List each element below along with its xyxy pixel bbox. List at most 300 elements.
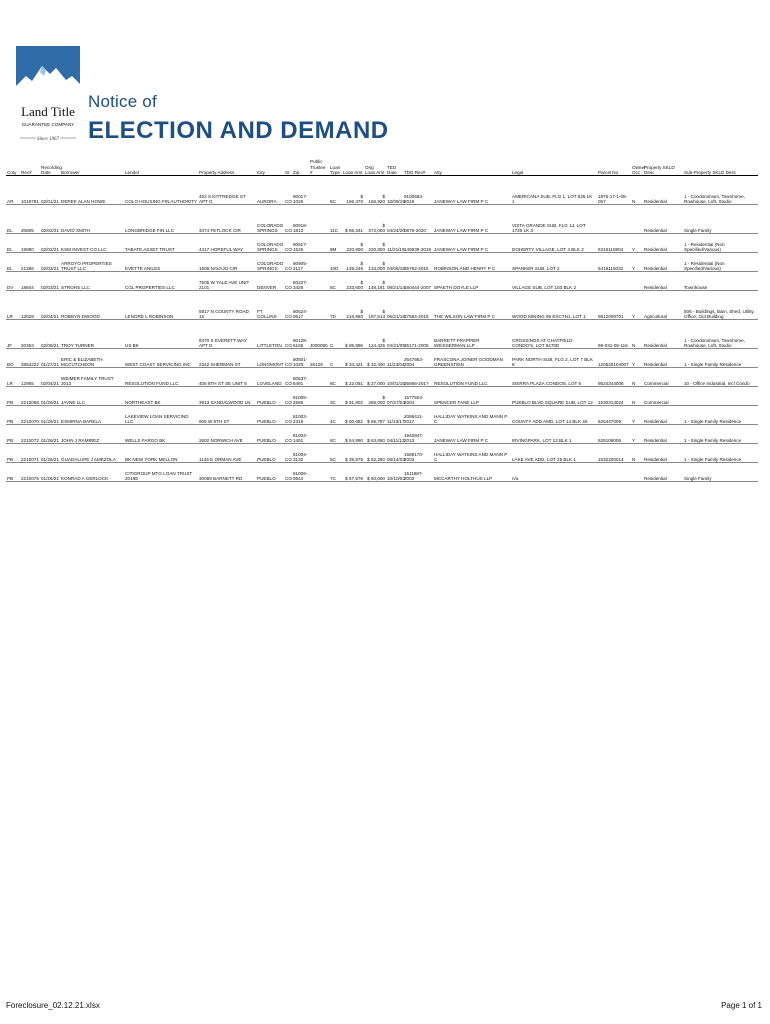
- cell-borrower: JOHN J RAMIREZ: [60, 425, 124, 444]
- column-header-cnty: Cnty: [6, 157, 20, 176]
- cell-zip: 80917-1526: [292, 234, 309, 253]
- table-row: [6, 349, 758, 368]
- cell-lender: CGL PROPERTIES LLC: [124, 272, 198, 291]
- cell-date: 02/03/21: [40, 272, 60, 291]
- cell-addr: 4417 HOPEFUL WAY: [198, 234, 256, 253]
- cell-amt: $ 39,879: [342, 444, 364, 463]
- cell-rec: 12965: [20, 368, 40, 387]
- cell-legal: VILLAGE SUB, LOT 103 BLK 2: [511, 272, 597, 291]
- cell-legal: VISTA GRANDE SUB, FLG 14, LOT 1726 LK 3: [511, 205, 597, 234]
- cell-amt: $ 60,682: [342, 406, 364, 425]
- notice-label: Notice of: [88, 92, 157, 111]
- cell-skld: Residential: [643, 176, 683, 205]
- cell-atty: BARRETT FRAPPIER WEISSERMAN LLP: [433, 320, 511, 349]
- cell-legal: n/a: [511, 463, 597, 482]
- cell-orig: $ 265,000: [364, 387, 386, 406]
- cell-cnty: EL: [6, 205, 20, 234]
- cell-borrower: JAVNE LLC: [60, 387, 124, 406]
- page-title: ELECTION AND DEMAND: [88, 117, 389, 144]
- table-row: [6, 234, 758, 253]
- cell-rec: 19880: [20, 234, 40, 253]
- cell-legal: IRVINGPARK, LOT 13 BLK 1: [511, 425, 597, 444]
- column-header-occ: Owner Occ: [631, 157, 643, 176]
- cell-borrower: STROHS LLC: [60, 272, 124, 291]
- cell-type: 5C: [329, 176, 342, 205]
- cell-type: 11C: [329, 205, 342, 234]
- cell-lender: RESOLUTION FUND LLC: [124, 368, 198, 387]
- cell-orig: $ 32,400: [364, 349, 386, 368]
- cell-occ: Y: [631, 349, 643, 368]
- cell-zip: 81006-9544: [292, 463, 309, 482]
- column-header-borrower: Borrower: [60, 157, 124, 176]
- cell-rec: 18844: [20, 272, 40, 291]
- cell-city: LOVELAND: [256, 368, 284, 387]
- cell-skld: Residential: [643, 444, 683, 463]
- cell-skld: Commercial: [643, 387, 683, 406]
- cell-date: 01/26/21: [40, 463, 60, 482]
- column-header-legal: Legal: [511, 157, 597, 176]
- cell-lender: LONGBRIDGE FIN LLC: [124, 205, 198, 234]
- cell-rec: 2210072: [20, 425, 40, 444]
- column-header-lender: Lender: [124, 157, 198, 176]
- cell-parcel: 6419115032: [597, 253, 631, 272]
- cell-borrower: ERIC & ELIZABETH MCCUTCHEON: [60, 349, 124, 368]
- cell-addr: 2602 NORWICH AVE: [198, 425, 256, 444]
- cell-rec: 2210068: [20, 387, 40, 406]
- cell-zip: 80524-9517: [292, 291, 309, 320]
- cell-date: 01/26/21: [40, 444, 60, 463]
- cell-tdd: 37584-2018: [403, 291, 433, 320]
- cell-cnty: LR: [6, 291, 20, 320]
- cell-date: 01/27/21: [40, 349, 60, 368]
- cell-occ: Y: [631, 406, 643, 425]
- column-header-st: St: [284, 157, 292, 176]
- cell-date: 02/01/21: [40, 176, 60, 205]
- cell-st: CO: [284, 463, 292, 482]
- cell-addr: 453 S KITTREDGE ST APT G: [198, 176, 256, 205]
- cell-atty: MCCARTHY HOLTHUS LLP: [433, 463, 511, 482]
- cell-skld: Residential: [643, 234, 683, 253]
- cell-parcel: [597, 205, 631, 234]
- cell-amt: $ 166,470: [342, 176, 364, 205]
- cell-atty: JANEWAY LAW FIRM P C: [433, 234, 511, 253]
- cell-occ: [631, 463, 643, 482]
- cell-orig: $ 220,800: [364, 234, 386, 253]
- cell-orig: $ 372,000: [364, 205, 386, 234]
- cell-rec: 1019781: [20, 176, 40, 205]
- cell-legal: WOOD MINING 95 EXCTN1, LOT 1: [511, 291, 597, 320]
- cell-amt: $ 34,421: [342, 349, 364, 368]
- cell-ted: 10/01/16: [386, 368, 403, 387]
- cell-sub: 506 - Buildings, Barn, Shed, Utility, Office, Out Building: [683, 291, 758, 320]
- cell-date: 02/02/21: [40, 234, 60, 253]
- cell-ted: 11/23/04: [386, 349, 403, 368]
- cell-cnty: PB: [6, 387, 20, 406]
- cell-ted: 10/10/03: [386, 463, 403, 482]
- cell-lender: WELLS FARGO BK: [124, 425, 198, 444]
- cell-orig: $ 63,650: [364, 425, 386, 444]
- cell-city: PUEBLO: [256, 406, 284, 425]
- cell-sub: 1 - Single Family Residence: [683, 349, 758, 368]
- cell-orig: $ 124,425: [364, 320, 386, 349]
- cell-borrower: ROBBYN DWOOD: [60, 291, 124, 320]
- cell-rec: 20805: [20, 205, 40, 234]
- cell-st: CO: [284, 176, 292, 205]
- cell-ted: 04/11/13: [386, 425, 403, 444]
- cell-type: 9M: [329, 234, 342, 253]
- cell-city: COLORADO SPRINGS: [256, 234, 284, 253]
- cell-sub: 1 - Single Family Residence: [683, 444, 758, 463]
- cell-tdd: 2647953-2004: [403, 349, 433, 368]
- cell-tdd: 1577504-2004: [403, 387, 433, 406]
- cell-date: 02/08/21: [40, 320, 60, 349]
- cell-st: CO: [284, 406, 292, 425]
- cell-legal: SPANKER SUB, LOT 2: [511, 253, 597, 272]
- cell-city: PUEBLO: [256, 463, 284, 482]
- table-row: [6, 463, 758, 482]
- cell-st: CO: [284, 272, 292, 291]
- cell-skld: Residential: [643, 406, 683, 425]
- cell-lender: US BK: [124, 320, 198, 349]
- cell-pt: [309, 387, 329, 406]
- cell-tdd: 35171-2005: [403, 320, 433, 349]
- cell-cnty: BO: [6, 349, 20, 368]
- cell-zip: 81003-2319: [292, 406, 309, 425]
- cell-tdd: 9100683-2019: [403, 176, 433, 205]
- cell-addr: 3474 FETLOCK CIR: [198, 205, 256, 234]
- table-row: [6, 272, 758, 291]
- column-header-tdd: TDD Rec#: [403, 157, 433, 176]
- cell-parcel: 1530314024: [597, 387, 631, 406]
- cell-atty: RESOLUTION FUND LLC: [433, 368, 511, 387]
- cell-cnty: JF: [6, 320, 20, 349]
- cell-occ: N: [631, 368, 643, 387]
- cell-lender: WEST COAST SERVICING INC: [124, 349, 198, 368]
- cell-parcel: 6316110804: [597, 234, 631, 253]
- cell-type: C: [329, 349, 342, 368]
- cell-legal: PARK NORTH SUB, FLG 2, LOT 7 BLK 8: [511, 349, 597, 368]
- cell-lender: TABATE ASSET TRUST: [124, 234, 198, 253]
- cell-sub: 1 - Single Family Residence: [683, 406, 758, 425]
- cell-sub: [683, 387, 758, 406]
- cell-city: PUEBLO: [256, 444, 284, 463]
- cell-st: CO: [284, 253, 292, 272]
- cell-lender: LENORE L ROBINSON: [124, 291, 198, 320]
- cell-amt: $ 54,890: [342, 425, 364, 444]
- cell-skld: Residential: [643, 463, 683, 482]
- cell-atty: SPENCER FANE LLP: [433, 387, 511, 406]
- cell-date: 02/02/21: [40, 205, 60, 234]
- column-header-zip: Zip: [292, 157, 309, 176]
- cell-tdd: 0878-2020: [403, 205, 433, 234]
- cell-city: PUEBLO: [256, 425, 284, 444]
- cell-amt: $ 86,341: [342, 205, 364, 234]
- cell-tdd: 1511887-2003: [403, 463, 433, 482]
- table-row: [6, 425, 758, 444]
- cell-tdd: 25566-2017: [403, 368, 433, 387]
- cell-orig: $ 166,920: [364, 176, 386, 205]
- cell-tdd: 2088411-2017: [403, 406, 433, 425]
- cell-zip: 81005-2586: [292, 387, 309, 406]
- cell-zip: 80128-6168: [292, 320, 309, 349]
- cell-addr: 3913 SANDALWOOD LN: [198, 387, 256, 406]
- cell-date: 02/04/21: [40, 291, 60, 320]
- cell-legal: LAKE AVE ADD, LOT 25 BLK 1: [511, 444, 597, 463]
- column-header-rec: Rec#: [20, 157, 40, 176]
- cell-pt: [309, 272, 329, 291]
- cell-pt: [309, 463, 329, 482]
- cell-st: CO: [284, 387, 292, 406]
- column-header-ted: TED Date: [386, 157, 403, 176]
- cell-zip: 80537-6491: [292, 368, 309, 387]
- cell-pt: [309, 444, 329, 463]
- cell-rec: 2210075: [20, 463, 40, 482]
- cell-cnty: EL: [6, 234, 20, 253]
- cell-sub: 1 - Condominium, Townhome, Rowhouse, Loft, Studio: [683, 176, 758, 205]
- table-row: [6, 176, 758, 205]
- cell-borrower: ARROYO PROPERTIES TRUST LLC: [60, 253, 124, 272]
- cell-borrower: WEIMER FAMILY TRUST 2013: [60, 368, 124, 387]
- cell-amt: $ 139,246: [342, 253, 364, 272]
- cell-date: 01/26/21: [40, 406, 60, 425]
- cell-pt: [309, 425, 329, 444]
- cell-borrower: GUADALUPE J AMEZOLA: [60, 444, 124, 463]
- cell-rec: 3854222: [20, 349, 40, 368]
- cell-parcel: [597, 272, 631, 291]
- cell-occ: N: [631, 444, 643, 463]
- land-title-logo: [14, 46, 82, 154]
- cell-addr: 605 W 8TH ST: [198, 406, 256, 425]
- cell-pt: [309, 406, 329, 425]
- cell-zip: 80501-1020: [292, 349, 309, 368]
- cell-addr: 7505 W YALE AVE UNIT 2101: [198, 272, 256, 291]
- cell-skld: Commercial: [643, 368, 683, 387]
- cell-atty: JANEWAY LAW FIRM P C: [433, 205, 511, 234]
- cell-borrower: KSM INVEST CO LLC: [60, 234, 124, 253]
- cell-ted: 04/06/15: [386, 253, 403, 272]
- cell-atty: JANEWAY LAW FIRM P C: [433, 425, 511, 444]
- cell-parcel: 120520104007: [597, 349, 631, 368]
- cell-ted: 10/09/19: [386, 176, 403, 205]
- cell-skld: Residential: [643, 253, 683, 272]
- cell-sub: 1 - Residential (Non Specified/Various): [683, 234, 758, 253]
- cell-date: 02/03/21: [40, 253, 60, 272]
- cell-pt: [309, 205, 329, 234]
- cell-cnty: PB: [6, 406, 20, 425]
- cell-ted: 04/24/20: [386, 205, 403, 234]
- cell-borrower: DEREK ALAN HOWE: [60, 176, 124, 205]
- cell-pt: [309, 253, 329, 272]
- cell-parcel: 1975-17-1-08-057: [597, 176, 631, 205]
- cell-parcel: 525447009: [597, 406, 631, 425]
- cell-rec: 2210070: [20, 406, 40, 425]
- column-header-parcel: Parcel No: [597, 157, 631, 176]
- cell-skld: Residential: [643, 205, 683, 234]
- table-row: [6, 320, 758, 349]
- cell-amt: $ 57,579: [342, 463, 364, 482]
- cell-lender: EVETTE ANILES: [124, 253, 198, 272]
- cell-atty: SPAETH DOYLE LLP: [433, 272, 511, 291]
- table-row: [6, 406, 758, 425]
- cell-ted: 07/27/04: [386, 387, 403, 406]
- cell-city: LITTLETON: [256, 320, 284, 349]
- cell-amt: $ 233,600: [342, 272, 364, 291]
- cell-legal: SIERRA PLAZA CONDOS, LOT 6: [511, 368, 597, 387]
- cell-type: 7D: [329, 291, 342, 320]
- cell-lender: COLO HOUSING FIN AUTHORITY: [124, 176, 198, 205]
- cell-tdd: 1589170-2003: [403, 444, 433, 463]
- cell-lender: BK NEW YORK MELLON: [124, 444, 198, 463]
- cell-pt: J000085: [309, 320, 329, 349]
- cell-cnty: DV: [6, 272, 20, 291]
- table-row: [6, 368, 758, 387]
- cell-zip: 80905-2117: [292, 253, 309, 272]
- cell-sub: Single Family: [683, 205, 758, 234]
- cell-parcel: 9812008701: [597, 291, 631, 320]
- cell-atty: HALLIDAY WATKINS AND MANN P C: [433, 444, 511, 463]
- cell-atty: ROBINSON AND HENRY P C: [433, 253, 511, 272]
- cell-addr: 2342 SHERMAN ST: [198, 349, 256, 368]
- cell-occ: Y: [631, 253, 643, 272]
- cell-addr: 30089 BARNETT RD: [198, 463, 256, 482]
- cell-parcel: [597, 463, 631, 482]
- table-row: [6, 387, 758, 406]
- cell-zip: 80017-1026: [292, 176, 309, 205]
- cell-atty: THE WILSON LAW FIRM P C: [433, 291, 511, 320]
- cell-tdd: 149939-2019: [403, 234, 433, 253]
- cell-st: CO: [284, 425, 292, 444]
- cell-borrower: KONRAD A GERLOCK: [60, 463, 124, 482]
- cell-amt: $ 22,051: [342, 368, 364, 387]
- cell-cnty: EL: [6, 253, 20, 272]
- table-header-row: [6, 157, 758, 176]
- cell-parcel: 69-031-05-116: [597, 320, 631, 349]
- cell-borrower: ESMIRNA BARELA: [60, 406, 124, 425]
- cell-cnty: AR: [6, 176, 20, 205]
- cell-ted: 06/14/03: [386, 444, 403, 463]
- cell-pt: [309, 234, 329, 253]
- svg-text:GUARANTEE COMPANY: GUARANTEE COMPANY: [21, 122, 75, 127]
- cell-city: COLORADO SPRINGS: [256, 253, 284, 272]
- cell-atty: FRASCONA JOINER GOODMAN GREENSTEIN: [433, 349, 511, 368]
- cell-type: C: [329, 320, 342, 349]
- cell-zip: 81004-1451: [292, 425, 309, 444]
- table-row: [6, 444, 758, 463]
- cell-lender: LAKEVIEW LOAN SERVICING LLC: [124, 406, 198, 425]
- cell-city: AURORA: [256, 176, 284, 205]
- column-header-amt: Loan Amt: [342, 157, 364, 176]
- cell-zip: 81004-3132: [292, 444, 309, 463]
- cell-type: 10D: [329, 253, 342, 272]
- cell-city: FT COLLINS: [256, 291, 284, 320]
- cell-occ: [631, 272, 643, 291]
- cell-st: CO: [284, 320, 292, 349]
- cell-type: 5C: [329, 272, 342, 291]
- cell-legal: PUEBLO BLVD SQUARE SUB, LOT 12: [511, 387, 597, 406]
- cell-orig: $ 148,181: [364, 272, 386, 291]
- cell-pt: [309, 291, 329, 320]
- cell-parcel: 9524344006: [597, 368, 631, 387]
- cell-addr: 8470 S EVERETT WAY APT D: [198, 320, 256, 349]
- cell-rec: 13029: [20, 291, 40, 320]
- cell-borrower: DAVID SMITH: [60, 205, 124, 234]
- cell-occ: [631, 205, 643, 234]
- cell-st: CO: [284, 205, 292, 234]
- cell-atty: JANEWAY LAW FIRM P C: [433, 176, 511, 205]
- footer-page-number: Page 1 of 1: [721, 1001, 762, 1010]
- column-header-city: City: [256, 157, 284, 176]
- cell-st: CO: [284, 234, 292, 253]
- column-header-sub: Sub-Property SKLD Desc: [683, 157, 758, 176]
- cell-atty: HALLIDAY WATKINS AND MANN P C: [433, 406, 511, 425]
- cell-legal: CROSSINGS AT CHATFIELD CONDO'S, LOT 8470D: [511, 320, 597, 349]
- cell-occ: N: [631, 320, 643, 349]
- cell-occ: N: [631, 176, 643, 205]
- cell-st: CO: [284, 444, 292, 463]
- svg-text:Land Title: Land Title: [21, 104, 75, 119]
- cell-st: CO: [284, 368, 292, 387]
- cell-tdd: 35762-2015: [403, 253, 433, 272]
- cell-orig: $ 65,797: [364, 406, 386, 425]
- cell-legal: DOHERTY VILLAGE, LOT 4 BLK 2: [511, 234, 597, 253]
- cell-st: CO: [284, 291, 292, 320]
- cell-cnty: PB: [6, 444, 20, 463]
- cell-legal: COUNTY ADD AMD, LOT 14 BLK 46: [511, 406, 597, 425]
- cell-type: 5C: [329, 444, 342, 463]
- cell-parcel: 1532200014: [597, 444, 631, 463]
- cell-orig: $ 27,000: [364, 368, 386, 387]
- cell-cnty: PB: [6, 463, 20, 482]
- cell-sub: 1 - Condominium, Townhome, Rowhouse, Loft, Studio: [683, 320, 758, 349]
- cell-ted: 11/13/17: [386, 406, 403, 425]
- cell-lender: NORTHEAST BK: [124, 387, 198, 406]
- cell-ted: 04/21/05: [386, 320, 403, 349]
- cell-amt: $ 216,950: [342, 291, 364, 320]
- cell-borrower: TROY TURNER: [60, 320, 124, 349]
- column-header-atty: Atty: [433, 157, 511, 176]
- cell-pt: [309, 368, 329, 387]
- column-header-orig: Orig Loan Amt: [364, 157, 386, 176]
- cell-city: DENVER: [256, 272, 284, 291]
- column-header-date: Recording Date: [40, 157, 60, 176]
- cell-occ: N: [631, 387, 643, 406]
- cell-skld: Residential: [643, 320, 683, 349]
- cell-date: 01/26/21: [40, 387, 60, 406]
- cell-sub: 1 - Residential (Non Specified/Various): [683, 253, 758, 272]
- cell-orig: $ 134,000: [364, 253, 386, 272]
- cell-zip: 80227-3426: [292, 272, 309, 291]
- cell-rec: 21286: [20, 253, 40, 272]
- cell-sub: 10 - Office Industrial, Incl Condo: [683, 368, 758, 387]
- cell-sub: 1 - Single Family Residence: [683, 425, 758, 444]
- cell-lender: CITIGROUP MTG LOAN TRUST 2019E: [124, 463, 198, 482]
- cell-legal: AMERICANA SUB, FLG 1, LOT 526 LK 1: [511, 176, 597, 205]
- cell-type: 7C: [329, 463, 342, 482]
- cell-sub: Townhouse: [683, 272, 758, 291]
- cell-orig: $ 187,514: [364, 291, 386, 320]
- svg-text:Since 1967: Since 1967: [36, 137, 60, 142]
- cell-zip: 80918-1813: [292, 205, 309, 234]
- cell-city: PUEBLO: [256, 387, 284, 406]
- column-header-pt: Public Trustee #: [309, 157, 329, 176]
- cell-parcel: 525106006: [597, 425, 631, 444]
- cell-tdd: 160444-2007: [403, 272, 433, 291]
- cell-pt: 28126: [309, 349, 329, 368]
- cell-type: 6C: [329, 425, 342, 444]
- cell-occ: Y: [631, 291, 643, 320]
- foreclosure-table: [6, 157, 758, 482]
- cell-orig: $ 62,250: [364, 444, 386, 463]
